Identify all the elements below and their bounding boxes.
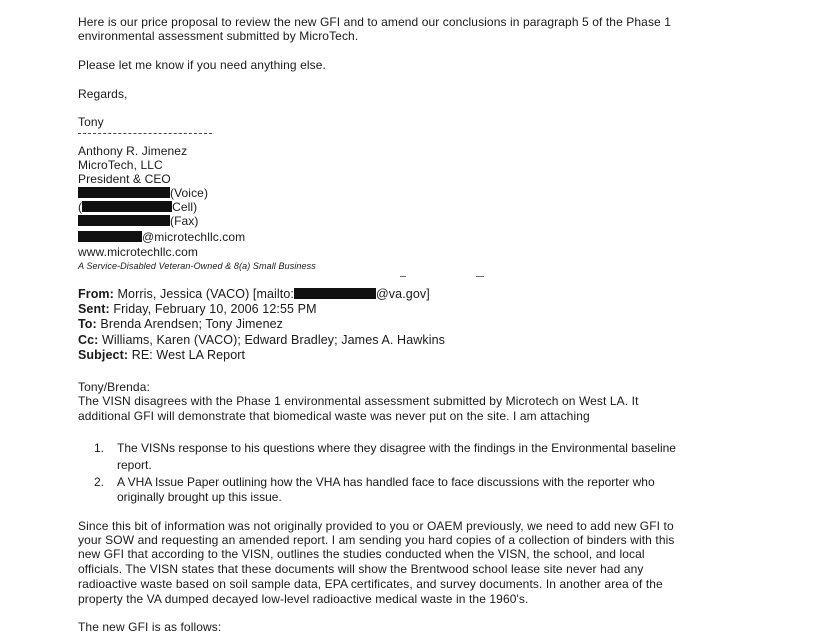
redaction-bar bbox=[78, 231, 142, 242]
list-item-1-line-2: report. bbox=[117, 458, 152, 472]
list-item-2-line-2: originally brought up this issue. bbox=[117, 490, 282, 504]
from-suffix: @va.gov] bbox=[376, 287, 430, 301]
header-to bbox=[78, 317, 283, 331]
fax-label: (Fax) bbox=[170, 214, 199, 228]
list-item-number: 2. bbox=[94, 475, 105, 489]
signature-website: www.microtechllc.com bbox=[78, 245, 199, 259]
intro-line-1: Here is our price proposal to review the new GFI and to amend our conclusions in paragraph 5 of the Phase 1 bbox=[78, 15, 672, 29]
intro-line-2: environmental assessment submitted by MicroTech. bbox=[78, 29, 359, 43]
message-p2-line-4: officials. The VISN states that these documents will show the Brentwood school lease site never had any bbox=[78, 562, 644, 576]
redaction-bar bbox=[78, 187, 170, 198]
request-line: Please let me know if you need anything else. bbox=[78, 58, 326, 72]
to-label: To: bbox=[78, 317, 97, 331]
redaction-bar bbox=[82, 201, 172, 212]
redaction-bar bbox=[78, 215, 170, 226]
subject-label: Subject: bbox=[78, 348, 129, 362]
signature-full-name: Anthony R. Jimenez bbox=[78, 144, 188, 158]
message-p2-line-3: new GFI that according to the VISN, outlines the studies conducted when the VISN, the school, and local bbox=[78, 547, 645, 561]
list-item-number: 1. bbox=[94, 441, 105, 455]
header-subject bbox=[78, 348, 245, 362]
redaction-bar bbox=[294, 288, 376, 299]
from-value: Morris, Jessica (VACO) [mailto: bbox=[117, 287, 295, 301]
sent-label: Sent: bbox=[78, 302, 110, 316]
message-p1-line-2: additional GFI will demonstrate that biomedical waste was never put on the site. I am attaching bbox=[78, 409, 590, 423]
signature-cell-line bbox=[78, 200, 197, 214]
cell-open-paren: ( bbox=[78, 200, 83, 214]
signature-fax-line bbox=[78, 214, 199, 228]
voice-label: (Voice) bbox=[170, 186, 209, 200]
message-p1-line-1: The VISN disagrees with the Phase 1 environmental assessment submitted by Microtech on West LA. It bbox=[78, 394, 639, 408]
header-sent bbox=[78, 302, 317, 316]
cell-label: Cell) bbox=[172, 200, 198, 214]
email-domain: @microtechllc.com bbox=[142, 230, 246, 244]
header-from bbox=[78, 287, 430, 301]
from-label: From: bbox=[78, 287, 114, 301]
list-item-1-line-1: The VISNs response to his questions where they disagree with the findings in the Environmental baseline bbox=[117, 441, 676, 455]
list-item-2-line-1: A VHA Issue Paper outlining how the VHA has handled face to face discussions with the reporter who bbox=[117, 475, 655, 489]
cc-label: Cc: bbox=[78, 333, 99, 347]
to-value: Brenda Arendsen; Tony Jimenez bbox=[100, 317, 284, 331]
cc-value: Williams, Karen (VACO); Edward Bradley; James A. Hawkins bbox=[102, 333, 445, 347]
signature-company: MicroTech, LLC bbox=[78, 158, 163, 172]
message-p2-line-1: Since this bit of information was not originally provided to you or OAEM previously, we need to add new GFI to bbox=[78, 519, 674, 533]
signature-divider bbox=[78, 133, 212, 134]
header-cc bbox=[78, 333, 445, 347]
scan-speck bbox=[476, 276, 484, 277]
message-greeting: Tony/Brenda: bbox=[78, 380, 150, 394]
signature-tagline: A Service-Disabled Veteran-Owned & 8(a) Small Business bbox=[78, 261, 316, 271]
message-p2-line-2: your SOW and requesting an amended report. I am sending you hard copies of a collection of binders with this bbox=[78, 533, 675, 547]
message-p3: The new GFI is as follows: bbox=[78, 620, 222, 634]
scan-speck bbox=[400, 276, 406, 277]
subject-value: RE: West LA Report bbox=[131, 348, 246, 362]
signature-voice-line bbox=[78, 186, 208, 200]
sender-name: Tony bbox=[78, 115, 104, 129]
closing-line: Regards, bbox=[78, 87, 128, 101]
message-p2-line-5: radioactive waste based on soil sample data, EPA certificates, and survey documents. In another area of the bbox=[78, 577, 663, 591]
signature-email-line bbox=[78, 230, 245, 244]
message-p2-line-6: property the VA dumped decayed low-level radioactive medical waste in the 1960's. bbox=[78, 592, 529, 606]
sent-value: Friday, February 10, 2006 12:55 PM bbox=[113, 302, 317, 316]
signature-title: President & CEO bbox=[78, 172, 171, 186]
